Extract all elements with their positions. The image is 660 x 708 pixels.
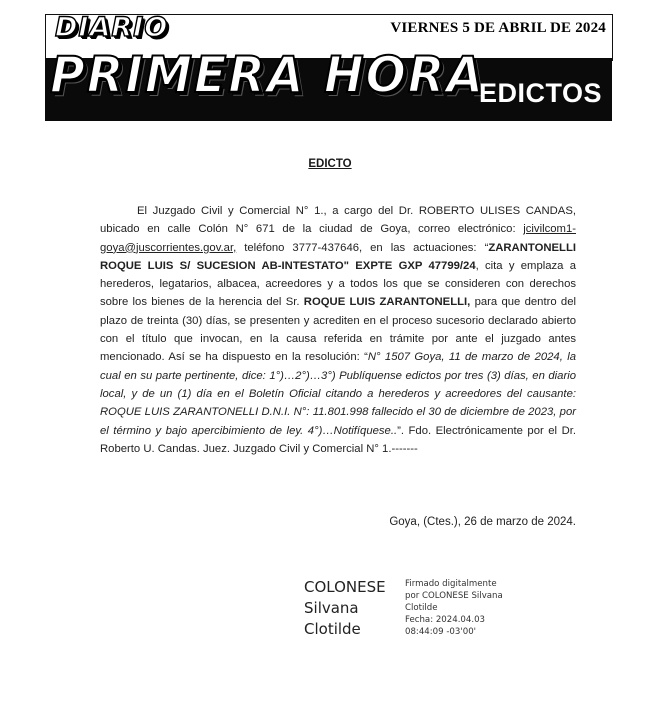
resolution-text: N° 1507 Goya, 11 de marzo de 2024, la cual en su parte pertinente, dice: 1°)…2°)…3°) Publíquense edictos por tres (3) días, en diario local, y de un (1) día en el Boletín Oficial citando a herederos y acreedores del causante: ROQUE LUIS ZARANTONELLI D.N.I. N°: 11.801.998 fallecido el 30 de diciembre de 2023, por el término y bajo apercibimiento de ley. 4°)…Notifíquese..	[100, 351, 576, 437]
signature-name-line: Silvana	[304, 599, 359, 617]
edict-text-2: teléfono 3777-437646, en las actuaciones: “	[236, 241, 489, 254]
deceased-name: ROQUE LUIS ZARANTONELLI,	[303, 296, 471, 309]
edict-text-1: El Juzgado Civil y Comercial N° 1., a cargo del Dr. ROBERTO ULISES CANDAS, ubicado en calle Colón N° 671 de la ciudad de Goya, correo electrónico:	[100, 205, 576, 236]
edict-body	[100, 202, 576, 458]
edict-text-5: ”. Fdo. Electrónicamente por el Dr. Roberto U. Candas. Juez. Juzgado Civil y Comercial N° 1.-------	[100, 424, 576, 455]
issue-date: VIERNES 5 DE ABRIL DE 2024	[390, 20, 606, 36]
brand-logo: PRIMERA HORA	[50, 46, 485, 104]
signature-name	[304, 577, 386, 640]
signature-detail-line: Fecha: 2024.04.03	[405, 615, 486, 625]
edict-text-3: , cita y emplaza a herederos, legatarios, albacea, acreedores y a todos los que se consideren con derechos sobre los bienes de la herencia del Sr.	[100, 259, 576, 309]
signature-name-line: Clotilde	[304, 620, 361, 638]
brand-small: DIARIO	[55, 12, 169, 43]
signature-detail	[405, 578, 503, 638]
case-title: ZARANTONELLI ROQUE LUIS S/ SUCESION AB-INTESTATO" EXPTE GXP 47799/24	[100, 241, 576, 272]
section-label: EDICTOS	[478, 78, 602, 108]
edict-paragraph	[100, 202, 576, 458]
signature-detail-line: 08:44:09 -03'00'	[405, 627, 477, 637]
edict-text-4: para que dentro del plazo de treinta (30) días, se presenten y acrediten en el proceso sucesorio declarado abierto con el título que invocan, en la causa referida en trámite por ante el juzgado antes mencionado. Así se ha dispuesto en la resolución: “	[100, 296, 576, 364]
signature-detail-line: Clotilde	[405, 603, 438, 613]
edict-title: EDICTO	[308, 158, 352, 170]
signature-detail-line: Firmado digitalmente	[405, 579, 497, 589]
place-date: Goya, (Ctes.), 26 de marzo de 2024.	[389, 516, 576, 528]
signature-name-line: COLONESE	[304, 578, 386, 596]
masthead	[0, 0, 660, 125]
signature-detail-line: por COLONESE Silvana	[405, 591, 503, 601]
email-link[interactable]: jcivilcom1-goya@juscorrientes.gov.ar,	[100, 223, 576, 254]
